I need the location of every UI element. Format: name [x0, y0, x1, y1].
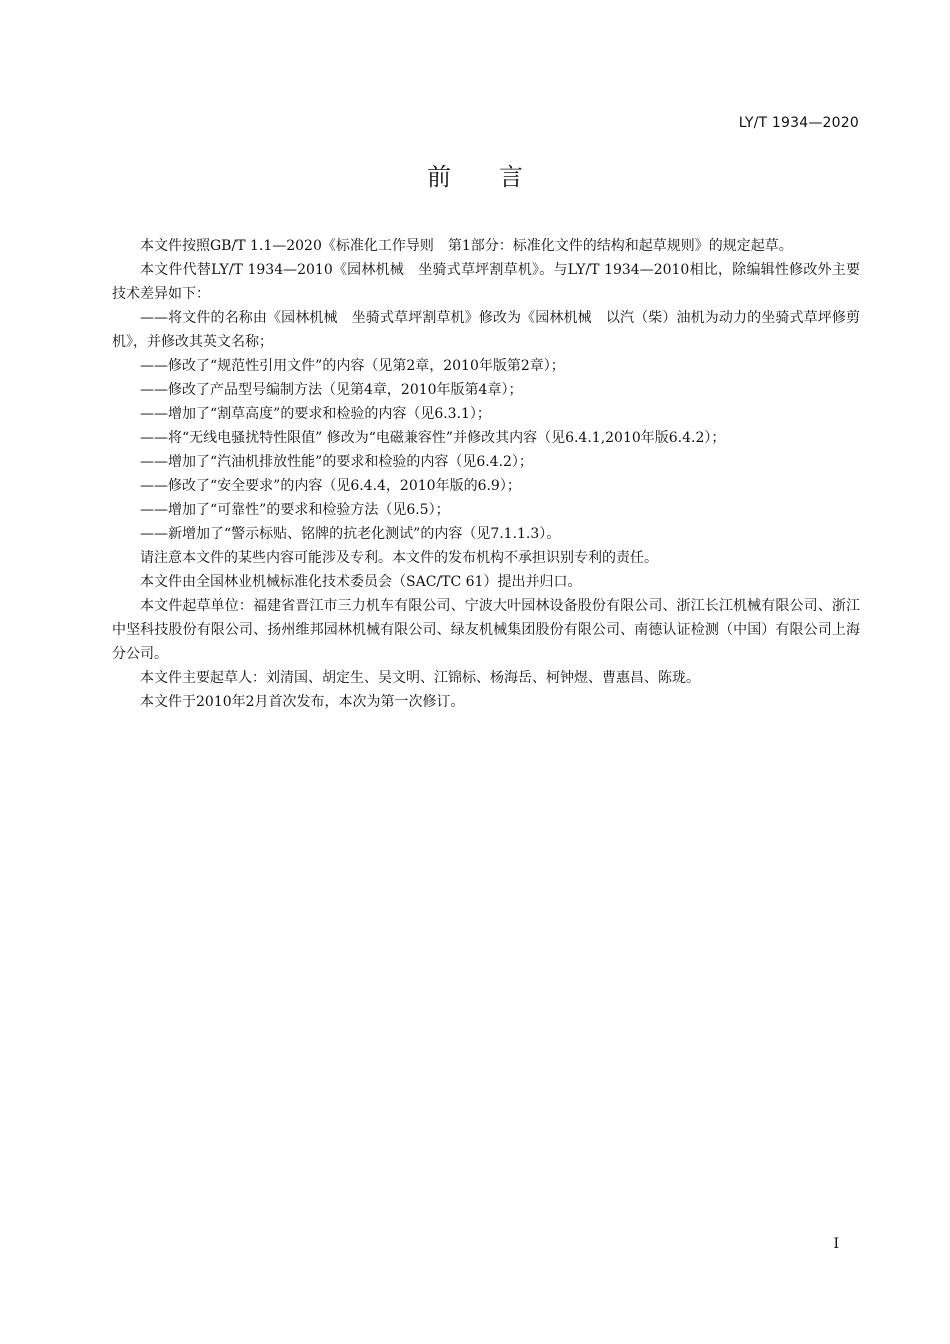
page-title: 前言	[427, 163, 571, 191]
list-item: ——修改了“规范性引用文件”的内容（见第2章，2010年版第2章）；	[140, 358, 565, 374]
list-item: ——增加了“割草高度”的要求和检验的内容（见6.3.1）；	[140, 406, 491, 422]
list-item: ——修改了产品型号编制方法（见第4章，2010年版第4章）；	[140, 382, 523, 398]
paragraph-drafters: 本文件主要起草人：刘清国、胡定生、吴文明、江锦标、杨海岳、柯钟煜、曹惠昌、陈珑。	[140, 670, 700, 686]
paragraph-replacement: 本文件代替LY/T 1934—2010《园林机械 坐骑式草坪割草机》。与LY/T 1934—2010相比，除编辑性修改外主要技术差异如下：	[112, 262, 860, 302]
list-item: ——将文件的名称由《园林机械 坐骑式草坪割草机》修改为《园林机械 以汽（柴）油机为动力的坐骑式草坪修剪机》，并修改其英文名称；	[112, 310, 860, 350]
paragraph-drafting-units: 本文件起草单位：福建省晋江市三力机车有限公司、宁波大叶园林设备股份有限公司、浙江长江机械有限公司、浙江中坚科技股份有限公司、扬州维邦园林机械有限公司、绿友机械集团股份有限公司、南德认证检测（中国）有限公司上海分公司。	[112, 598, 860, 662]
list-item: ——修改了“安全要求”的内容（见6.4.4，2010年版的6.9）；	[140, 478, 521, 494]
paragraph-revision-history: 本文件于2010年2月首次发布，本次为第一次修订。	[140, 694, 465, 710]
document-code: LY/T 1934—2020	[738, 115, 859, 131]
list-item: ——新增加了“警示标贴、铭牌的抗老化测试”的内容（见7.1.1.3）。	[140, 526, 561, 542]
list-item: ——增加了“汽油机排放性能”的要求和检验的内容（见6.4.2）；	[140, 454, 533, 470]
paragraph-drafting-rules: 本文件按照GB/T 1.1—2020《标准化工作导则 第1部分：标准化文件的结构和起草规则》的规定起草。	[140, 238, 793, 254]
paragraph-patent-notice: 请注意本文件的某些内容可能涉及专利。本文件的发布机构不承担识别专利的责任。	[140, 550, 658, 566]
list-item: ——将“无线电骚扰特性限值” 修改为“电磁兼容性”并修改其内容（见6.4.1,2010年版6.4.2）；	[140, 430, 726, 446]
page-number: I	[833, 1236, 839, 1252]
document-body	[112, 234, 860, 714]
paragraph-proposer: 本文件由全国林业机械标准化技术委员会（SAC/TC 61）提出并归口。	[140, 574, 582, 590]
list-item: ——增加了“可靠性”的要求和检验方法（见6.5）；	[140, 502, 450, 518]
